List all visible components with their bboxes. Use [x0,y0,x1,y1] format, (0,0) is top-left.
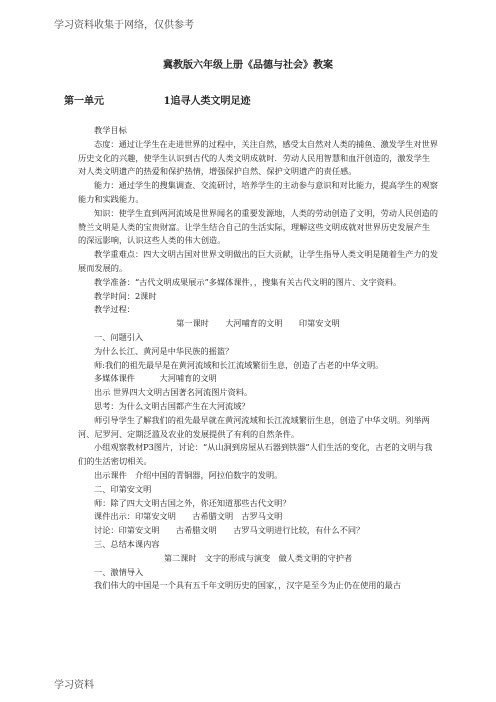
paragraph: 态度：通过让学生在走进世界的过程中，关注自然，感受太自然对人类的捕鱼、激发学生对世界历史文化的兴趣，使学生认识到古代的人类文明成就时．劳动人民用智慧和血汗创造的，激发学生对人类文明遗产的热爱和保护热情，增强保护自然、保护文明遗产的责任感。 [78,138,438,177]
paragraph: 小组观察教材P3图片，讨论：“从山洞到房屋从石器到铁器”人们生活的变化，古老的文明与我们的生活密切相关。 [78,442,433,467]
paragraph: 教学准备：“古代文明成果展示”多媒体课件，，搜集有关古代文明的图片、文字资料。 [94,276,402,287]
header-note: 学习资料收集于网络，仅供参考 [54,20,194,31]
unit-heading [64,92,250,107]
paragraph: 教学过程： [94,304,135,315]
paragraph: 师：除了四大文明古国之外，你还知道那些古代文明？ [94,497,291,508]
document-title: 冀教版六年级上册《品德与社会》教案 [163,60,333,71]
paragraph: 教学时间：2课时 [94,290,157,301]
section-heading: 第二课时 文字的形成与演变 做人类文明的守护者 [163,552,353,563]
unit-label: 第一单元 [64,96,104,107]
paragraph: 二、印第安文明 [94,483,152,494]
paragraph: 教学重难点：四大文明古国对世界文明做出的巨大贡献，让学生指导人类文明是随着生产力的发展而发展的。 [78,249,438,273]
paragraph: 教学目标 [94,125,127,135]
paragraph: 一、激情导入 [94,566,144,577]
paragraph: 出示课件 介绍中国的青铜器，阿拉伯数字的发明。 [94,469,283,480]
paragraph: 知识：使学生直到两河流域是世界闻名的重要发源地，人类的劳动创造了文明，劳动人民创造的赞兰文明是人类的宝贵财富。让学生结合自己的生活实际，理解这些文明成就对世界历史发展产生的深远影响，认识这些人类的伟大创造。 [78,207,438,246]
paragraph: 我们伟大的中国是一个具有五千年文明历史的国家，，汉字是至今为止仍在使用的最古 [94,580,402,591]
lesson-title: 1追寻人类文明足迹 [163,96,251,107]
paragraph: 出示 世界四大文明古国著名河流图片资料。 [94,387,253,398]
paragraph: 能力：通过学生的搜集调查、交流研讨，培养学生的主动参与意识和对比能力，提高学生的观察能力和实践能力。 [78,180,438,204]
document-body [78,124,438,593]
footer-note: 学习资料 [54,680,94,691]
paragraph: 为什么长江、黄河是中华民族的摇篮？ [94,345,234,356]
paragraph: 课件出示：印第安文明 古希腊文明 古罗马文明 [94,511,283,522]
section-heading: 第一课时 大河哺育的文明 印第安文明 [176,318,340,329]
paragraph: 思考：为什么文明古国都产生在大河流域？ [94,400,250,411]
paragraph: 师:我们的祖先最早是在黄河流域和长江流域繁衍生息，创造了古老的中华文明。 [94,359,384,370]
paragraph: 讨论：印第安文明 古希腊文明 古罗马文明进行比较，有什么不同？ [94,525,365,536]
paragraph: 多媒体课件 大河哺育的文明 [94,373,217,384]
paragraph: 一、问题引入 [94,331,144,342]
paragraph: 三、总结本课内容 [94,538,160,549]
paragraph: 师引导学生了解我们的祖先最早就在黄河流域和长江流域繁衍生息，创造了中华文明。列举两河、尼罗河、定期泛滥及农业的发展提供了有利的自然条件。 [78,414,430,439]
